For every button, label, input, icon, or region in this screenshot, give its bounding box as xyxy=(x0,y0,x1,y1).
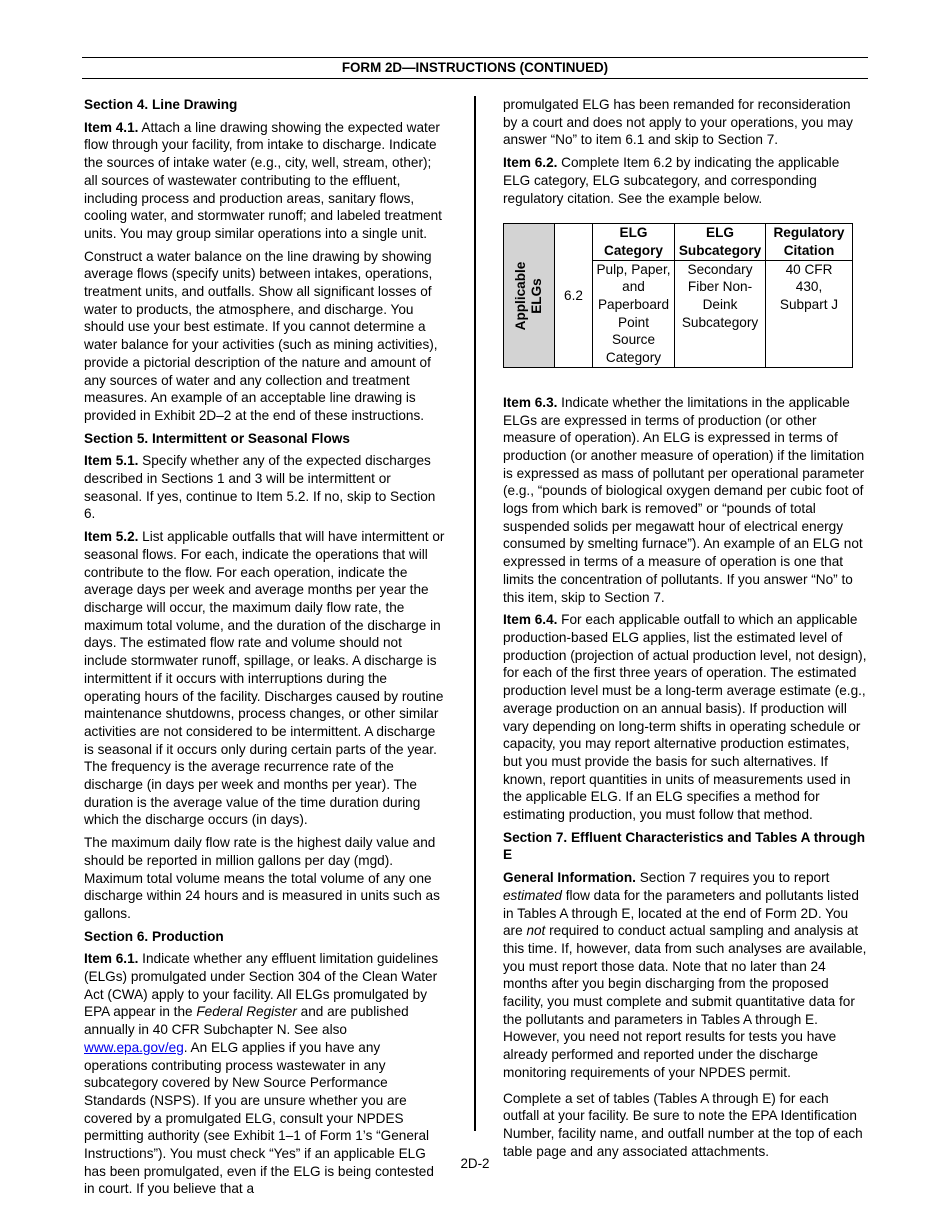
item-6-3: Item 6.3. Indicate whether the limitations in the applicable ELGs are expressed in terms of production (or other measure of operation). An ELG is expressed in terms of production (or another measure of operation) if the limitation is expressed as mass of pollutant per operational parameter (e.g., “pounds of biological oxygen demand per cubic foot of logs from which bark is removed” or “pounds of total suspended solids per megawatt hour of electrical energy consumed by smelting furnace”). An example of an ELG not expressed in terms of a measure of operation is one that limits the concentration of pollutants. If you answer “No” to this item, skip to Section 7. xyxy=(503,394,865,605)
right-column xyxy=(503,96,867,1165)
elg-example-table xyxy=(503,223,853,368)
item-number-cell: 6.2 xyxy=(555,224,593,368)
item-6-2: Item 6.2. Complete Item 6.2 by indicating the applicable ELG category, ELG subcategory, and corresponding regulatory citation. See the example below. xyxy=(503,155,840,206)
item-6-1-continued: promulgated ELG has been remanded for reconsideration by a court and does not apply to your operations, you may answer “No” to item 6.1 and skip to Section 7. xyxy=(503,97,853,148)
item-label: Item 4.1. xyxy=(84,119,139,135)
section-5-heading: Section 5. Intermittent or Seasonal Flows xyxy=(84,430,350,446)
regulatory-citation-header: Regulatory Citation xyxy=(766,224,853,260)
item-label: Item 6.1. xyxy=(84,951,139,967)
item-label: General Information. xyxy=(503,870,636,886)
elg-subcategory-header: ELG Subcategory xyxy=(675,224,766,260)
item-5-2: Item 5.2. List applicable outfalls that will have intermittent or seasonal flows. For each, indicate the operations that will contribute to the flow. For each operation, indicate the average days per week and average months per year the discharge will occur, the maximum daily flow rate, the maximum total volume, and the duration of the discharge in days. The estimated flow rate and volume should not include stormwater runoff, spillage, or leaks. A discharge is intermittent if it occurs with interruptions during the operating hours of the facility. Discharges caused by routine maintenance shutdowns, process changes, or other similar activities are not considered to be intermittent. A discharge is seasonal if it occurs only during certain parts of the year. The frequency is the average recurrence rate of the discharge (in days per week and months per year). The duration is the average value of the time duration during which the discharge occurs (in days). xyxy=(84,529,445,828)
item-4-1: Item 4.1. Attach a line drawing showing the expected water flow through your facility, from intake to discharge. Indicate the sources of intake water (e.g., city, well, stream, other); all sources of wastewater contributing to the effluent, including process and production areas, sanitary flows, cooling water, and stormwater runoff; and labeled treatment units. You may group similar operations into a single unit. xyxy=(84,119,442,241)
section-6-heading: Section 6. Production xyxy=(84,928,224,944)
max-flow-paragraph: The maximum daily flow rate is the highest daily value and should be reported in million gallons per day (mgd). Maximum total volume means the total volume of any one discharge within 24 hours and is measured in units such as gallons. xyxy=(84,835,440,921)
elg-category-value: Pulp, Paper, and Paperboard Point Source Category xyxy=(593,260,675,367)
item-label: Item 6.4. xyxy=(503,612,558,628)
elg-category-header: ELG Category xyxy=(593,224,675,260)
complete-tables-paragraph: Complete a set of tables (Tables A through E) for each outfall at your facility. Be sure to note the EPA Identification Number, facility name, and outfall number at the top of each table page and any associated attachments. xyxy=(503,1090,863,1159)
section-4-heading: Section 4. Line Drawing xyxy=(84,97,238,112)
epa-eg-link[interactable]: www.epa.gov/eg xyxy=(84,1039,184,1055)
item-label: Item 6.3. xyxy=(503,394,558,410)
column-divider xyxy=(474,96,476,1131)
page-number: 2D-2 xyxy=(460,1156,490,1171)
item-6-1: Item 6.1. Indicate whether any effluent limitation guidelines (ELGs) promulgated under Section 304 of the Clean Water Act (CWA) apply to your facility. All ELGs promulgated by EPA appear in the Federal Register and are published annually in 40 CFR Subchapter N. See also www.epa.gov/eg. An ELG applies if you have any operations contributing process wastewater in any subcategory covered by New Source Performance Standards (NSPS). If you are unsure whether you are covered by a promulgated ELG, consult your NPDES permitting authority (see Exhibit 1–1 of Form 1’s “General Instructions”). You must check “Yes” if an applicable ELG has been promulgated, even if the ELG is being contested in court. If you believe that a xyxy=(84,951,439,1197)
form-header: FORM 2D—INSTRUCTIONS (CONTINUED) xyxy=(82,57,868,79)
item-5-1: Item 5.1. Specify whether any of the expected discharges described in Sections 1 and 3 will be intermittent or seasonal. If yes, continue to Item 5.2. If no, skip to Section 6. xyxy=(84,453,436,522)
elg-subcategory-value: Secondary Fiber Non- Deink Subcategory xyxy=(675,260,766,367)
item-6-4: Item 6.4. For each applicable outfall to which an applicable production-based ELG applies, list the estimated level of production (projection of actual production level, not design), for each of the first three years of operation. The estimated production level must be a long-term average estimate (e.g., average production on an annual basis). If production will vary depending on long-term shifts in operating schedule or capacity, you may report alternative production estimates, but you must provide the basis for such alternatives. If known, report quantities in units of measurements used in the applicable ELG. If an ELG specifies a method for estimating production, you must follow that method. xyxy=(503,612,867,823)
item-label: Item 5.1. xyxy=(84,453,139,469)
general-information: General Information. Section 7 requires you to report estimated flow data for the parameters and pollutants listed in Tables A through E, located at the end of Form 2D. You are not required to conduct actual sampling and analysis at this time. If, however, data from such analyses are available, you must report those data. Note that no later than 24 months after you begin discharging from the proposed facility, you must complete and submit quantitative data for the pollutants and parameters in Tables A through E. However, you need not report results for tests you have already performed and reported under the discharge monitoring requirements of your NPDES permit. xyxy=(503,870,867,1080)
left-column xyxy=(84,96,447,1203)
applicable-elgs-header: Applicable ELGs xyxy=(504,224,555,368)
item-label: Item 5.2. xyxy=(84,529,139,545)
section-7-heading: Section 7. Effluent Characteristics and Tables A through E xyxy=(503,829,866,863)
item-label: Item 6.2. xyxy=(503,155,558,171)
regulatory-citation-value: 40 CFR 430, Subpart J xyxy=(766,260,853,367)
water-balance-paragraph: Construct a water balance on the line drawing by showing average flows (specify units) between intakes, operations, treatment units, and outfalls. Show all significant losses of water to products, the atmosphere, and discharge. You should use your best estimate. If you cannot determine a water balance for your activities (such as mining activities), provide a pictorial description of the nature and amount of any sources of water and any collection and treatment measures. An example of an acceptable line drawing is provided in Exhibit 2D–2 at the end of these instructions. xyxy=(84,248,438,423)
